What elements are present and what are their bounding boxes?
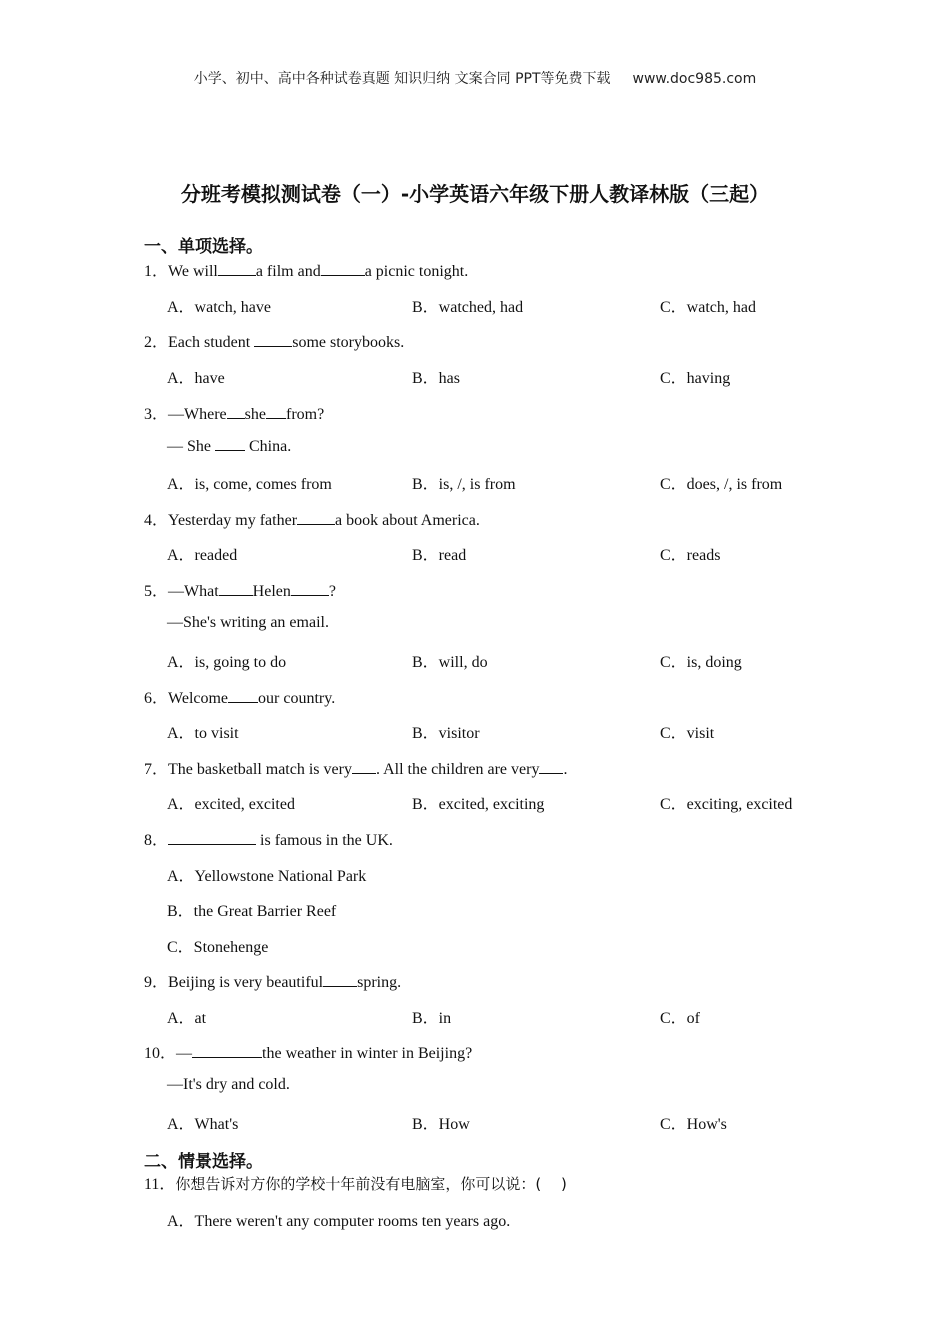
answer-blank (321, 261, 365, 276)
option-a: A．watch, have (167, 299, 271, 316)
question-10: 10．— the weather in winter in Beijing? (144, 1045, 473, 1062)
section-title-situational: 二、情景选择。 (144, 1152, 263, 1172)
question-number: 1． (144, 263, 169, 280)
answer-blank (539, 759, 563, 774)
question-number: 5． (144, 583, 169, 600)
question-1: 1．We will a film and a picnic tonight. (144, 263, 469, 280)
option-b: B．How (412, 1116, 470, 1133)
question-number: 11． (144, 1176, 176, 1193)
question-3-line-2: — She China. (167, 438, 292, 455)
option-b: B．the Great Barrier Reef (167, 903, 337, 920)
option-b: B．is, /, is from (412, 476, 516, 493)
answer-blank (218, 261, 256, 276)
page-title: 分班考模拟测试卷（一）-小学英语六年级下册人教译林版（三起） (180, 182, 770, 206)
answer-blank (215, 436, 245, 451)
option-b: B．watched, had (412, 299, 524, 316)
question-number: 3． (144, 406, 169, 423)
answer-blank (297, 510, 335, 525)
question-number: 4． (144, 512, 169, 529)
question-number: 8． (144, 832, 169, 849)
answer-blank (291, 581, 329, 596)
question-number: 7． (144, 761, 169, 778)
option-a: A．readed (167, 547, 238, 564)
question-6: 6．Welcome our country. (144, 690, 336, 707)
answer-blank (227, 404, 245, 419)
option-a: A．Yellowstone National Park (167, 868, 367, 885)
question-number: 6． (144, 690, 169, 707)
question-number: 10． (144, 1045, 177, 1062)
option-b: B．has (412, 370, 461, 387)
answer-blank (254, 332, 292, 347)
question-10-line-2: —It's dry and cold. (167, 1076, 290, 1093)
question-number: 2． (144, 334, 169, 351)
option-c: C．exciting, excited (660, 796, 793, 813)
header-text: 小学、初中、高中各种试卷真题 知识归纳 文案合同 PPT等免费下载 (193, 71, 611, 87)
answer-blank (219, 581, 253, 596)
option-a: A．to visit (167, 725, 239, 742)
option-a: A．What's (167, 1116, 239, 1133)
option-c: C．Stonehenge (167, 939, 269, 956)
answer-blank (192, 1043, 262, 1058)
question-7: 7．The basketball match is very . All the children are very . (144, 761, 568, 778)
option-a: A．is, come, comes from (167, 476, 332, 493)
question-5-line-2: —She's writing an email. (167, 614, 329, 631)
option-c: C．having (660, 370, 731, 387)
option-b: B．visitor (412, 725, 480, 742)
option-b: B．will, do (412, 654, 488, 671)
option-b: B．excited, exciting (412, 796, 545, 813)
question-number: 9． (144, 974, 169, 991)
option-b: B．read (412, 547, 467, 564)
answer-blank (323, 972, 357, 987)
option-a: A．have (167, 370, 225, 387)
answer-blank (352, 759, 376, 774)
option-b: B．in (412, 1010, 452, 1027)
option-a: A．excited, excited (167, 796, 295, 813)
page-header (0, 68, 950, 88)
option-a: A．is, going to do (167, 654, 287, 671)
option-c: C．of (660, 1010, 701, 1027)
question-8: 8． is famous in the UK. (144, 832, 393, 849)
question-4: 4．Yesterday my father a book about America. (144, 512, 480, 529)
answer-blank (266, 404, 286, 419)
question-5: 5．—What Helen ? (144, 583, 336, 600)
option-a: A．There weren't any computer rooms ten years ago. (167, 1213, 511, 1230)
option-a: A．at (167, 1010, 207, 1027)
header-site: www.doc985.com (632, 71, 757, 87)
answer-blank (168, 830, 256, 845)
question-11: 11．你想告诉对方你的学校十年前没有电脑室，你可以说：( ) (144, 1175, 567, 1193)
option-c: C．watch, had (660, 299, 756, 316)
answer-blank (228, 688, 258, 703)
option-c: C．is, doing (660, 654, 742, 671)
section-title-single-choice: 一、单项选择。 (144, 237, 263, 257)
question-3: 3．—Where she from? (144, 406, 325, 423)
question-9: 9．Beijing is very beautiful spring. (144, 974, 402, 991)
option-c: C．does, /, is from (660, 476, 783, 493)
option-c: C．visit (660, 725, 715, 742)
question-2: 2．Each student some storybooks. (144, 334, 405, 351)
option-c: C．reads (660, 547, 721, 564)
option-c: C．How's (660, 1116, 727, 1133)
